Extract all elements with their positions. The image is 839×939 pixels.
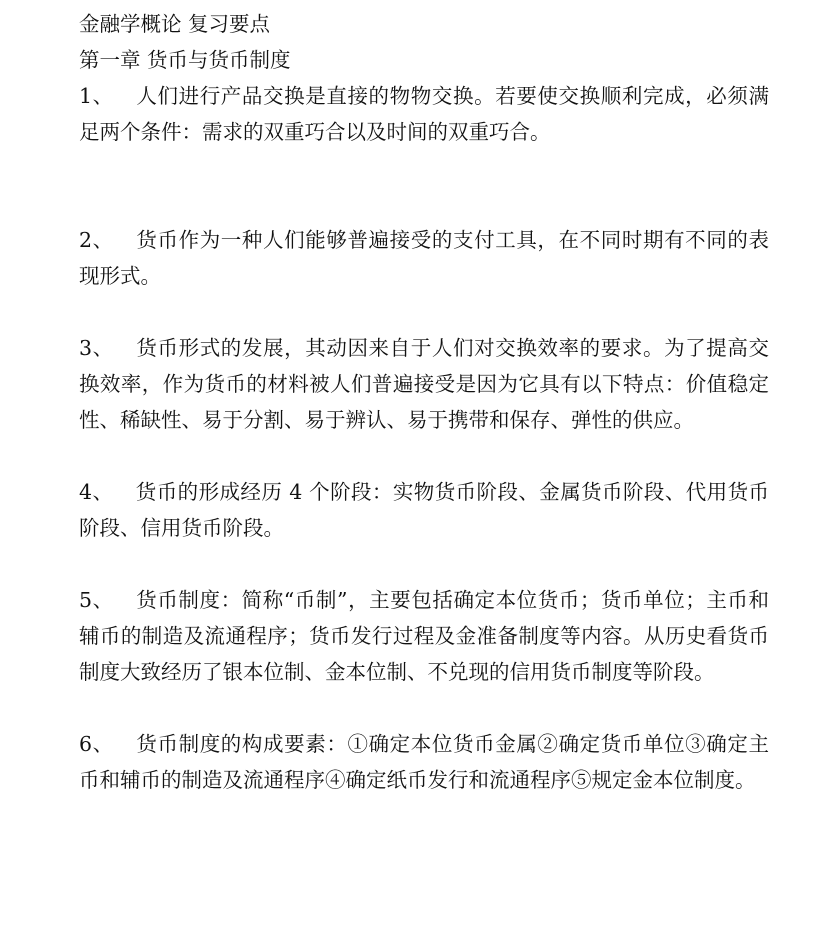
item-number: 2、 — [79, 228, 114, 252]
item-text: 货币形式的发展，其动因来自于人们对交换效率的要求。为了提高交换效率，作为货币的材料被人们普遍接受是因为它具有以下特点：价值稳定性、稀缺性、易于分割、易于辨认、易于携带和保存、弹性的供应。 — [79, 336, 770, 432]
doc-title: 金融学概论 复习要点 — [79, 12, 271, 36]
item-text: 货币制度的构成要素：①确定本位货币金属②确定货币单位③确定主币和辅币的制造及流通程序④确定纸币发行和流通程序⑤规定金本位制度。 — [79, 732, 770, 792]
item-number: 5、 — [79, 588, 114, 612]
list-item — [79, 330, 769, 438]
item-number: 6、 — [79, 732, 114, 756]
item-text: 货币作为一种人们能够普遍接受的支付工具，在不同时期有不同的表现形式。 — [79, 228, 770, 288]
item-number: 1、 — [79, 84, 114, 108]
item-text: 货币制度：简称“币制”，主要包括确定本位货币；货币单位；主币和辅币的制造及流通程序；货币发行过程及金准备制度等内容。从历史看货币制度大致经历了银本位制、金本位制、不兑现的信用货币制度等阶段。 — [79, 588, 769, 684]
item-text: 人们进行产品交换是直接的物物交换。若要使交换顺利完成，必须满足两个条件：需求的双重巧合以及时间的双重巧合。 — [79, 84, 770, 144]
list-item — [79, 726, 769, 798]
list-item — [79, 78, 769, 150]
item-number: 3、 — [79, 336, 114, 360]
item-number: 4、 — [79, 480, 114, 504]
document-page — [79, 6, 769, 798]
item-text: 货币的形成经历 4 个阶段：实物货币阶段、金属货币阶段、代用货币阶段、信用货币阶段。 — [79, 480, 769, 540]
list-item — [79, 222, 769, 294]
list-item — [79, 474, 769, 546]
chapter-heading: 第一章 货币与货币制度 — [79, 48, 291, 72]
list-item — [79, 582, 769, 690]
